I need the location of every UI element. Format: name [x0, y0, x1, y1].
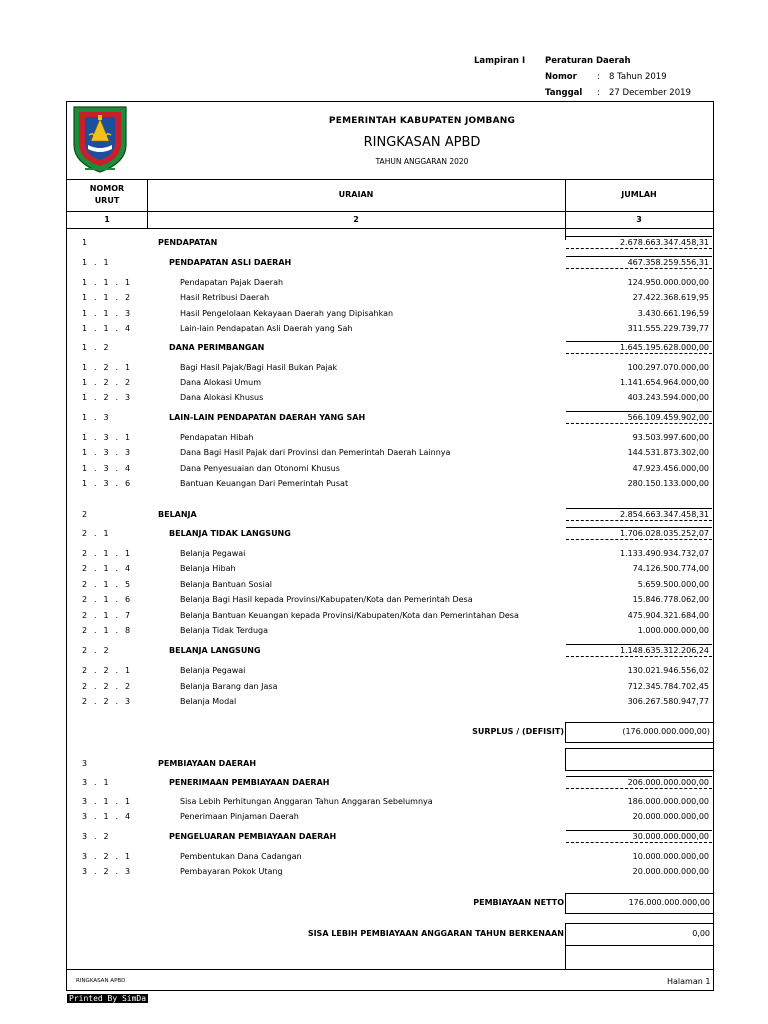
- col-urut: URUT: [94, 196, 120, 205]
- surplus-rule-double: [565, 748, 713, 749]
- row-number: 1 . 3: [82, 413, 111, 422]
- row-number: 1 . 2 . 1: [82, 363, 133, 372]
- row-description: Pembayaran Pokok Utang: [180, 867, 283, 876]
- silpa-value: 0,00: [692, 929, 710, 938]
- row-amount: 1.000.000.000,00: [637, 626, 709, 635]
- row-number: 2 . 1 . 6: [82, 595, 133, 604]
- table-row: [67, 508, 713, 523]
- row-amount: 130.021.946.556,02: [627, 666, 709, 675]
- fiscal-year: TAHUN ANGGARAN 2020: [375, 157, 469, 166]
- row-description: Penerimaan Pinjaman Daerah: [180, 812, 299, 821]
- row-amount: 20.000.000.000,00: [632, 812, 709, 821]
- row-number: 1 . 2 . 3: [82, 393, 133, 402]
- row-number: 1 . 3 . 1: [82, 433, 133, 442]
- table-row: [67, 865, 713, 880]
- row-number: 1 . 1: [82, 258, 111, 267]
- col-nomor: NOMOR: [89, 184, 125, 193]
- nomor-colon: :: [597, 72, 600, 82]
- row-description: Belanja Bantuan Sosial: [180, 580, 272, 589]
- row-description: Bagi Hasil Pajak/Bagi Hasil Bukan Pajak: [180, 363, 338, 372]
- row-description: BELANJA LANGSUNG: [169, 646, 261, 655]
- row-number: 2 . 1: [82, 529, 111, 538]
- row-description: Dana Alokasi Umum: [180, 378, 262, 387]
- table-row: [67, 431, 713, 446]
- table-row: [67, 446, 713, 461]
- row-description: Bantuan Keuangan Dari Pemerintah Pusat: [180, 479, 349, 488]
- table-row: [67, 850, 713, 865]
- row-number: 3 . 2 . 1: [82, 852, 133, 861]
- surplus-rule-bottom: [565, 742, 713, 743]
- doc-title: RINGKASAN APBD: [363, 135, 481, 150]
- row-amount: 566.109.459.902,00: [627, 413, 709, 422]
- row-amount: 124.950.000.000,00: [627, 278, 709, 287]
- row-amount: 1.141.654.964.000,00: [619, 378, 709, 387]
- netto-value: 176.000.000.000,00: [628, 898, 710, 907]
- row-amount: 93.503.997.600,00: [632, 433, 709, 442]
- table-row: [67, 624, 713, 639]
- row-number: 1 . 1 . 3: [82, 309, 133, 318]
- table-row: [67, 578, 713, 593]
- table-row: [67, 341, 713, 356]
- row-number: 3 . 1 . 1: [82, 797, 133, 806]
- row-number: 2 . 2 . 3: [82, 697, 133, 706]
- row-amount: 467.358.259.556,31: [627, 258, 709, 267]
- page-number: Halaman 1: [667, 977, 711, 986]
- row-number: 2 . 1 . 4: [82, 564, 133, 573]
- table-row: [67, 236, 713, 251]
- row-amount: 3.430.661.196,59: [637, 309, 709, 318]
- row-number: 1 . 1 . 1: [82, 278, 133, 287]
- row-amount: 5.659.500.000,00: [637, 580, 709, 589]
- table-row: [67, 562, 713, 577]
- row-number: 1 . 1 . 2: [82, 293, 133, 302]
- row-description: DANA PERIMBANGAN: [169, 343, 265, 352]
- row-amount: 27.422.368.619,95: [632, 293, 709, 302]
- header-bottom-rule: [67, 228, 713, 229]
- row-amount: 712.345.784.702,45: [627, 682, 709, 691]
- table-row: [67, 291, 713, 306]
- row-amount: 1.706.028.035.252,07: [619, 529, 709, 538]
- row-description: BELANJA TIDAK LANGSUNG: [169, 529, 291, 538]
- row-description: Sisa Lebih Perhitungan Anggaran Tahun Anggaran Sebelumnya: [180, 797, 433, 806]
- row-description: PENDAPATAN: [158, 238, 218, 247]
- table-row: [67, 776, 713, 791]
- col-index-1: 1: [104, 215, 110, 224]
- tanggal-label: Tanggal: [545, 88, 583, 98]
- silpa-rule-top: [565, 923, 713, 924]
- row-number: 2 . 1 . 1: [82, 549, 133, 558]
- netto-col-rule: [565, 893, 566, 913]
- row-description: Lain-lain Pendapatan Asli Daerah yang Sah: [180, 324, 353, 333]
- silpa-label: SISA LEBIH PEMBIAYAAN ANGGARAN TAHUN BERKENAAN: [307, 929, 564, 938]
- row-description: Pendapatan Hibah: [180, 433, 254, 442]
- row-description: Dana Alokasi Khusus: [180, 393, 264, 402]
- row-description: PENERIMAAN PEMBIAYAAN DAERAH: [169, 778, 330, 787]
- nomor-label: Nomor: [545, 72, 577, 82]
- row-number: 3: [82, 759, 90, 768]
- lampiran-value: Peraturan Daerah: [545, 56, 631, 66]
- table-row: [67, 795, 713, 810]
- table-row: [67, 810, 713, 825]
- surplus-rule-top: [565, 722, 713, 723]
- row-number: 3 . 2 . 3: [82, 867, 133, 876]
- netto-label: PEMBIAYAAN NETTO: [473, 898, 564, 907]
- row-amount: 206.000.000.000,00: [627, 778, 709, 787]
- row-number: 1 . 2: [82, 343, 111, 352]
- row-description: Belanja Tidak Terduga: [180, 626, 269, 635]
- row-amount: 2.854.663.347.458,31: [619, 510, 709, 519]
- row-description: PENDAPATAN ASLI DAERAH: [169, 258, 292, 267]
- row-amount: 20.000.000.000,00: [632, 867, 709, 876]
- lampiran-label: Lampiran I: [474, 56, 526, 66]
- tanggal-colon: :: [597, 88, 600, 98]
- surplus-value: (176.000.000.000,00): [622, 727, 710, 736]
- silpa-col-rule: [565, 923, 566, 945]
- row-description: Dana Bagi Hasil Pajak dari Provinsi dan Pemerintah Daerah Lainnya: [180, 448, 451, 457]
- row-number: 1 . 2 . 2: [82, 378, 133, 387]
- col-index-2: 2: [353, 215, 359, 224]
- row-number: 1 . 3 . 3: [82, 448, 133, 457]
- silpa-tail-rule: [565, 945, 566, 969]
- surplus-label: SURPLUS / (DEFISIT): [472, 727, 564, 736]
- table-row: [67, 276, 713, 291]
- row-number: 3 . 1 . 4: [82, 812, 133, 821]
- table-row: [67, 462, 713, 477]
- table-row: [67, 830, 713, 845]
- row-description: Dana Penyesuaian dan Otonomi Khusus: [180, 464, 340, 473]
- row-amount: 74.126.500.774,00: [632, 564, 709, 573]
- table-row: [67, 527, 713, 542]
- header-mid-rule: [67, 211, 713, 212]
- pembiayaan-col-rule: [565, 748, 566, 770]
- table-row: [67, 361, 713, 376]
- row-number: 2: [82, 510, 90, 519]
- row-amount: 47.923.456.000,00: [632, 464, 709, 473]
- row-amount: 30.000.000.000,00: [632, 832, 709, 841]
- row-description: Hasil Retribusi Daerah: [180, 293, 270, 302]
- table-row: [67, 680, 713, 695]
- row-amount: 1.645.195.628.000,00: [619, 343, 709, 352]
- row-description: Pembentukan Dana Cadangan: [180, 852, 302, 861]
- row-amount: 403.243.594.000,00: [627, 393, 709, 402]
- row-number: 3 . 1: [82, 778, 111, 787]
- row-description: Belanja Modal: [180, 697, 237, 706]
- row-description: Pendapatan Pajak Daerah: [180, 278, 284, 287]
- row-number: 1 . 3 . 6: [82, 479, 133, 488]
- footer-rule: [67, 969, 713, 970]
- table-row: [67, 256, 713, 271]
- col-index-3: 3: [636, 215, 642, 224]
- table-row: [67, 322, 713, 337]
- row-amount: 144.531.873.302,00: [627, 448, 709, 457]
- table-row: [67, 695, 713, 710]
- row-description: Belanja Pegawai: [180, 666, 246, 675]
- row-number: 2 . 2 . 2: [82, 682, 133, 691]
- table-row: [67, 307, 713, 322]
- table-row: [67, 609, 713, 624]
- row-description: LAIN-LAIN PENDAPATAN DAERAH YANG SAH: [169, 413, 366, 422]
- row-amount: 100.297.070.000,00: [627, 363, 709, 372]
- row-amount: 2.678.663.347.458,31: [619, 238, 709, 247]
- jumlah-col-rule: [565, 228, 566, 240]
- printed-by-stamp: Printed By SimDa: [69, 994, 147, 1003]
- row-amount: 1.148.635.312.206,24: [619, 646, 709, 655]
- footer-doc-name: RINGKASAN APBD: [76, 978, 126, 984]
- row-amount: 280.150.133.000,00: [627, 479, 709, 488]
- row-number: 1: [82, 238, 90, 247]
- row-amount: 306.267.580.947,77: [627, 697, 709, 706]
- row-description: BELANJA: [158, 510, 197, 519]
- netto-rule-bottom: [565, 913, 713, 914]
- regency-logo: [71, 105, 129, 175]
- table-row: [67, 411, 713, 426]
- nomor-value: 8 Tahun 2019: [609, 72, 667, 82]
- table-row: [67, 593, 713, 608]
- row-number: 2 . 1 . 7: [82, 611, 133, 620]
- row-number: 1 . 1 . 4: [82, 324, 133, 333]
- col-jumlah: JUMLAH: [621, 190, 657, 199]
- row-number: 2 . 2: [82, 646, 111, 655]
- netto-rule-top: [565, 893, 713, 894]
- row-number: 3 . 2: [82, 832, 111, 841]
- row-amount: 186.000.000.000,00: [627, 797, 709, 806]
- row-amount: 1.133.490.934.732,07: [619, 549, 709, 558]
- table-row: [67, 376, 713, 391]
- coat-of-arms-icon: [71, 105, 129, 175]
- row-number: 2 . 1 . 8: [82, 626, 133, 635]
- row-description: Belanja Hibah: [180, 564, 236, 573]
- row-description: PENGELUARAN PEMBIAYAAN DAERAH: [169, 832, 337, 841]
- silpa-rule-bottom: [565, 945, 713, 946]
- row-description: Belanja Pegawai: [180, 549, 246, 558]
- row-description: Belanja Barang dan Jasa: [180, 682, 278, 691]
- row-description: PEMBIAYAAN DAERAH: [158, 759, 257, 768]
- table-row: [67, 547, 713, 562]
- tanggal-value: 27 December 2019: [609, 88, 691, 98]
- header-top-rule: [67, 179, 713, 180]
- row-number: 2 . 2 . 1: [82, 666, 133, 675]
- row-description: Hasil Pengelolaan Kekayaan Daerah yang Dipisahkan: [180, 309, 394, 318]
- pembiayaan-rule: [565, 770, 713, 771]
- row-description: Belanja Bantuan Keuangan kepada Provinsi/Kabupaten/Kota dan Pemerintahan Desa: [180, 611, 519, 620]
- table-row: [67, 391, 713, 406]
- surplus-col-rule: [565, 722, 566, 742]
- table-row: [67, 644, 713, 659]
- row-number: 2 . 1 . 5: [82, 580, 133, 589]
- row-amount: 10.000.000.000,00: [632, 852, 709, 861]
- org-name: PEMERINTAH KABUPATEN JOMBANG: [328, 116, 516, 126]
- row-number: 1 . 3 . 4: [82, 464, 133, 473]
- table-row: [67, 477, 713, 492]
- row-description: Belanja Bagi Hasil kepada Provinsi/Kabupaten/Kota dan Pemerintah Desa: [180, 595, 473, 604]
- col-uraian: URAIAN: [338, 190, 374, 199]
- row-amount: 311.555.229.739,77: [627, 324, 709, 333]
- row-amount: 15.846.778.062,00: [632, 595, 709, 604]
- table-row: [67, 664, 713, 679]
- row-amount: 475.904.321.684,00: [627, 611, 709, 620]
